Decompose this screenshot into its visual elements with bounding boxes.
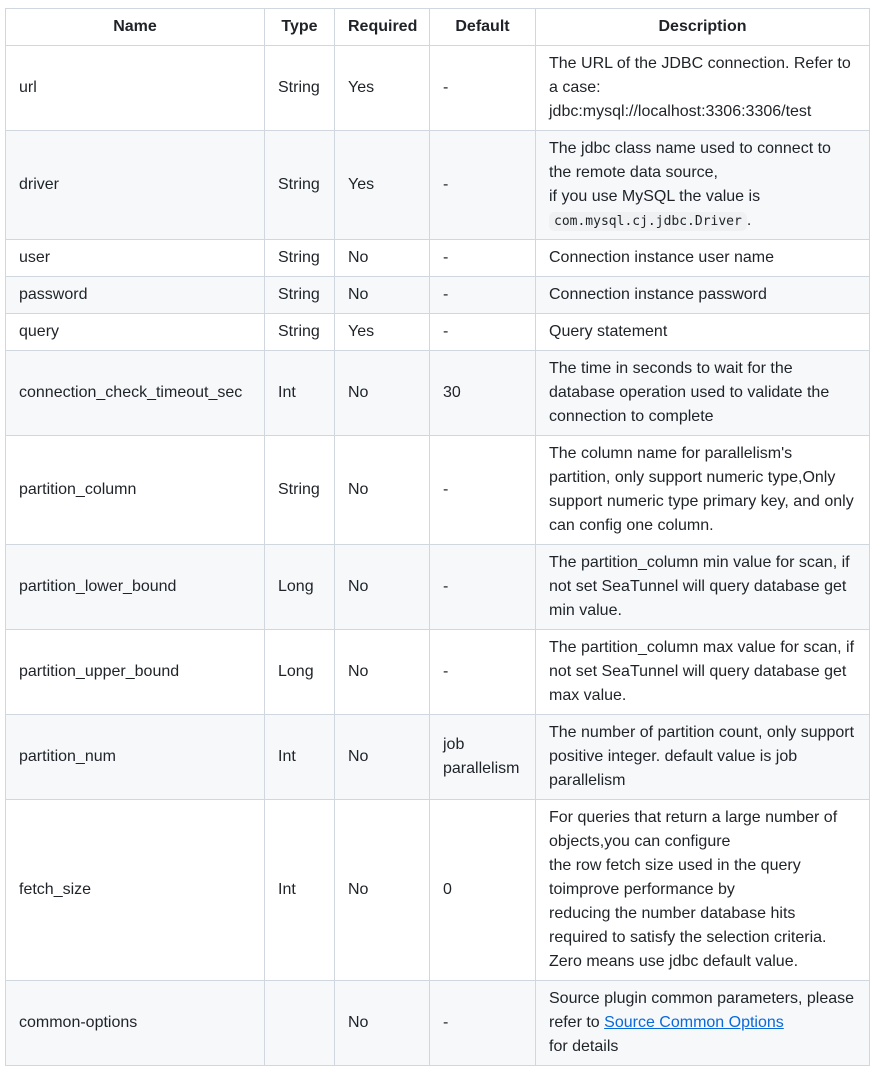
cell-name: fetch_size: [6, 800, 265, 981]
cell-type: String: [265, 240, 335, 277]
cell-required: No: [335, 545, 430, 630]
cell-name: password: [6, 277, 265, 314]
table-row: [6, 277, 870, 314]
cell-default: -: [430, 314, 536, 351]
cell-description: Connection instance password: [536, 277, 870, 314]
header-default: Default: [430, 9, 536, 46]
cell-default: -: [430, 981, 536, 1066]
cell-description: The number of partition count, only support positive integer. default value is job parallelism: [536, 715, 870, 800]
header-required: Required: [335, 9, 430, 46]
table-row: [6, 436, 870, 545]
cell-default: 0: [430, 800, 536, 981]
cell-type: String: [265, 314, 335, 351]
cell-required: No: [335, 351, 430, 436]
cell-name: url: [6, 46, 265, 131]
desc-line: The URL of the JDBC connection. Refer to a case:: [549, 55, 851, 96]
desc-line: The jdbc class name used to connect to the remote data source,: [549, 139, 831, 181]
cell-default: -: [430, 240, 536, 277]
cell-default: -: [430, 131, 536, 240]
header-type: Type: [265, 9, 335, 46]
cell-name: connection_check_timeout_sec: [6, 351, 265, 436]
cell-description: The partition_column min value for scan, if not set SeaTunnel will query database get min value.: [536, 545, 870, 630]
table-row: [6, 351, 870, 436]
cell-description: Connection instance user name: [536, 240, 870, 277]
cell-required: No: [335, 800, 430, 981]
cell-description: [536, 800, 870, 981]
cell-name: query: [6, 314, 265, 351]
cell-required: No: [335, 981, 430, 1066]
options-table: [5, 8, 870, 1066]
desc-line: if you use MySQL the value is: [549, 187, 761, 205]
table-row: [6, 715, 870, 800]
cell-description: The column name for parallelism's partition, only support numeric type,Only support numeric type primary key, and only can config one column.: [536, 436, 870, 545]
cell-type: String: [265, 131, 335, 240]
cell-type: Int: [265, 351, 335, 436]
cell-default: -: [430, 545, 536, 630]
cell-type: Int: [265, 715, 335, 800]
table-row: [6, 981, 870, 1066]
table-row: [6, 240, 870, 277]
cell-required: No: [335, 630, 430, 715]
desc-line: reducing the number database hits required to satisfy the selection criteria.: [549, 905, 827, 946]
cell-required: Yes: [335, 314, 430, 351]
cell-type: Long: [265, 630, 335, 715]
cell-name: user: [6, 240, 265, 277]
cell-type: [265, 981, 335, 1066]
cell-description: [536, 131, 870, 240]
cell-description: The partition_column max value for scan, if not set SeaTunnel will query database get max value.: [536, 630, 870, 715]
desc-line: [549, 209, 856, 234]
desc-line: For queries that return a large number of objects,you can configure: [549, 809, 838, 850]
cell-required: No: [335, 240, 430, 277]
cell-default: -: [430, 436, 536, 545]
desc-prefix: Source plugin common parameters, please refer to: [549, 990, 855, 1031]
cell-required: No: [335, 436, 430, 545]
cell-default: job parallelism: [430, 715, 536, 800]
cell-default: 30: [430, 351, 536, 436]
desc-line: jdbc:mysql://localhost:3306:3306/test: [549, 103, 812, 120]
desc-line: Zero means use jdbc default value.: [549, 953, 799, 970]
cell-name: driver: [6, 131, 265, 240]
cell-name: partition_column: [6, 436, 265, 545]
table-row: [6, 545, 870, 630]
table-row: [6, 314, 870, 351]
cell-name: partition_upper_bound: [6, 630, 265, 715]
cell-required: No: [335, 277, 430, 314]
cell-type: Int: [265, 800, 335, 981]
cell-required: Yes: [335, 46, 430, 131]
header-description: Description: [536, 9, 870, 46]
cell-default: -: [430, 630, 536, 715]
code-suffix: .: [746, 211, 752, 229]
desc-line: the row fetch size used in the query toimprove performance by: [549, 857, 801, 898]
cell-default: -: [430, 277, 536, 314]
cell-default: -: [430, 46, 536, 131]
table-row: [6, 46, 870, 131]
cell-type: Long: [265, 545, 335, 630]
table-header-row: [6, 9, 870, 46]
source-common-options-link[interactable]: Source Common Options: [604, 1014, 784, 1031]
cell-name: partition_num: [6, 715, 265, 800]
header-name: Name: [6, 9, 265, 46]
desc-suffix: for details: [549, 1038, 619, 1055]
cell-description: [536, 981, 870, 1066]
cell-required: Yes: [335, 131, 430, 240]
table-row: [6, 630, 870, 715]
cell-required: No: [335, 715, 430, 800]
cell-description: The time in seconds to wait for the database operation used to validate the connection to complete: [536, 351, 870, 436]
cell-type: String: [265, 436, 335, 545]
cell-description: [536, 46, 870, 131]
table-row: [6, 131, 870, 240]
cell-description: Query statement: [536, 314, 870, 351]
inline-code: com.mysql.cj.jdbc.Driver: [549, 212, 747, 231]
table-row: [6, 800, 870, 981]
cell-type: String: [265, 277, 335, 314]
cell-type: String: [265, 46, 335, 131]
cell-name: partition_lower_bound: [6, 545, 265, 630]
cell-name: common-options: [6, 981, 265, 1066]
